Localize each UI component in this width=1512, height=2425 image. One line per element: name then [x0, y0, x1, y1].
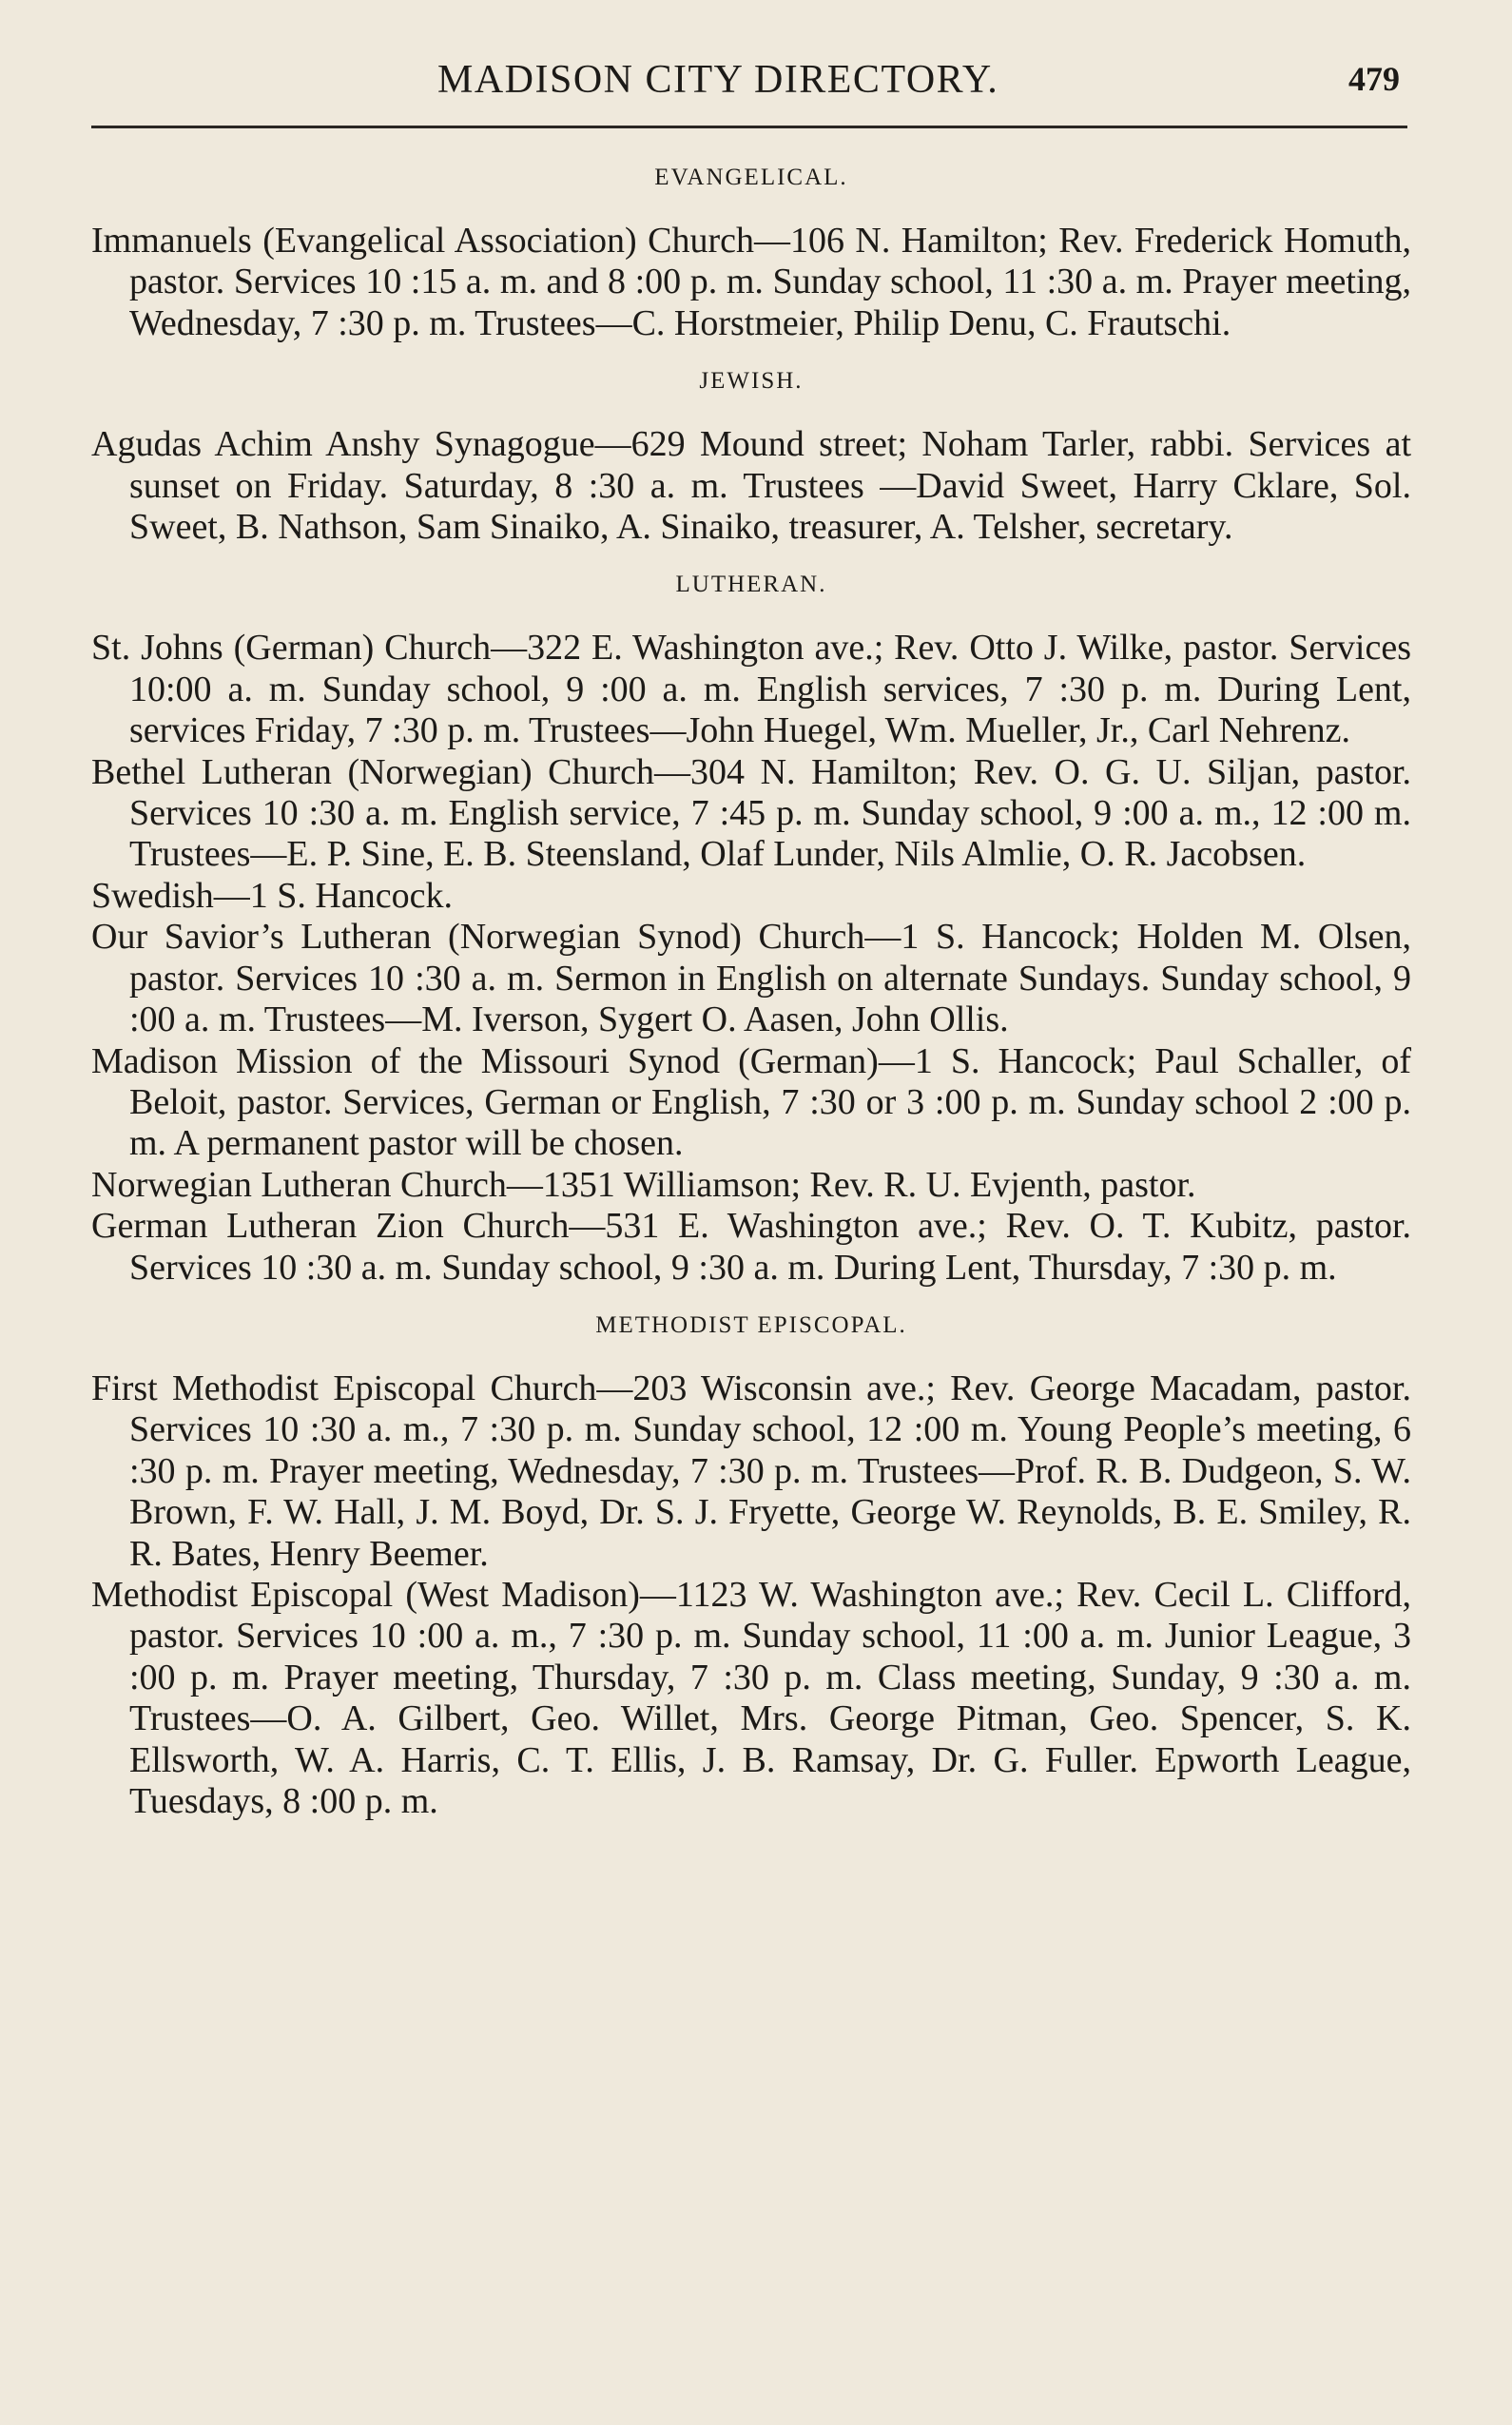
section-evangelical	[91, 160, 1411, 344]
section-jewish	[91, 363, 1411, 548]
header-rule	[91, 126, 1407, 128]
church-entry: Norwegian Lutheran Church—1351 Williamson; Rev. R. U. Evjenth, pastor.	[91, 1164, 1196, 1205]
page-number: 479	[1348, 60, 1400, 98]
church-entry: Methodist Episcopal (West Madison)—1123 W. Washington ave.; Rev. Cecil L. Clifford, pastor. Services 10 :00 a. m., 7 :30 p. m. Sunday school, 11 :00 a. m. Junior League, 3 :00 p. m. Prayer meeting, Thursday, 7 :30 p. m. Class meeting, Sunday, 9 :30 a. m. Trustees—O. A. Gilbert, Geo. Willet, Mrs. George Pitman, Geo. Spencer, S. K. Ellsworth, W. A. Harris, C. T. Ellis, J. B. Ramsay, Dr. G. Fuller. Epworth League, Tuesdays, 8 :00 p. m.	[91, 1574, 1411, 1821]
section-heading: JEWISH.	[699, 368, 804, 395]
section-heading: EVANGELICAL.	[654, 165, 848, 190]
church-entry: Madison Mission of the Missouri Synod (German)—1 S. Hancock; Paul Schaller, of Beloit, pastor. Services, German or English, 7 :30 or 3 :00 p. m. Sunday school 2 :00 p. m. A permanent pastor will be chosen.	[91, 1040, 1411, 1164]
section-heading: METHODIST EPISCOPAL.	[595, 1311, 907, 1338]
running-title: MADISON CITY DIRECTORY.	[437, 58, 999, 102]
church-entry: First Methodist Episcopal Church—203 Wisconsin ave.; Rev. George Macadam, pastor. Services 10 :30 a. m., 7 :30 p. m. Sunday school, 12 :00 m. Young People’s meeting, 6 :30 p. m. Prayer meeting, Wednesday, 7 :30 p. m. Trustees—Prof. R. B. Dudgeon, S. W. Brown, F. W. Hall, J. M. Boyd, Dr. S. J. Fryette, George W. Reynolds, B. E. Smiley, R. R. Bates, Henry Beemer.	[91, 1368, 1411, 1574]
church-entry: Swedish—1 S. Hancock.	[91, 875, 453, 916]
church-entry: Bethel Lutheran (Norwegian) Church—304 N. Hamilton; Rev. O. G. U. Siljan, pastor. Services 10 :30 a. m. English service, 7 :45 p. m. Sunday school, 9 :00 a. m., 12 :00 m. Trustees—E. P. Sine, E. B. Steensland, Olaf Lunder, Nils Almlie, O. R. Jacobsen.	[91, 751, 1411, 875]
directory-content	[91, 150, 1411, 1841]
section-methodist-episcopal	[91, 1308, 1411, 1822]
section-lutheran	[91, 567, 1411, 1289]
church-entry: Our Savior’s Lutheran (Norwegian Synod) Church—1 S. Hancock; Holden M. Olsen, pastor. Services 10 :30 a. m. Sermon in English on alternate Sundays. Sunday school, 9 :00 a. m. Trustees—M. Iverson, Sygert O. Aasen, John Ollis.	[91, 917, 1411, 1040]
page-header	[91, 49, 1417, 116]
church-entry: Immanuels (Evangelical Association) Church—106 N. Hamilton; Rev. Frederick Homuth, pastor. Services 10 :15 a. m. and 8 :00 p. m. Sunday school, 11 :30 a. m. Prayer meeting, Wednesday, 7 :30 p. m. Trustees—C. Horstmeier, Philip Denu, C. Frautschi.	[91, 221, 1411, 343]
church-entry: St. Johns (German) Church—322 E. Washington ave.; Rev. Otto J. Wilke, pastor. Services 10:00 a. m. Sunday school, 9 :00 a. m. English services, 7 :30 p. m. During Lent, services Friday, 7 :30 p. m. Trustees—John Huegel, Wm. Mueller, Jr., Carl Nehrenz.	[91, 628, 1411, 751]
section-heading: LUTHERAN.	[675, 572, 827, 598]
church-entry: Agudas Achim Anshy Synagogue—629 Mound street; Noham Tarler, rabbi. Services at sunset on Friday. Saturday, 8 :30 a. m. Trustees —David Sweet, Harry Cklare, Sol. Sweet, B. Nathson, Sam Sinaiko, A. Sinaiko, treasurer, A. Telsher, secretary.	[91, 424, 1411, 548]
church-entry: German Lutheran Zion Church—531 E. Washington ave.; Rev. O. T. Kubitz, pastor. Services 10 :30 a. m. Sunday school, 9 :30 a. m. During Lent, Thursday, 7 :30 p. m.	[91, 1206, 1411, 1288]
